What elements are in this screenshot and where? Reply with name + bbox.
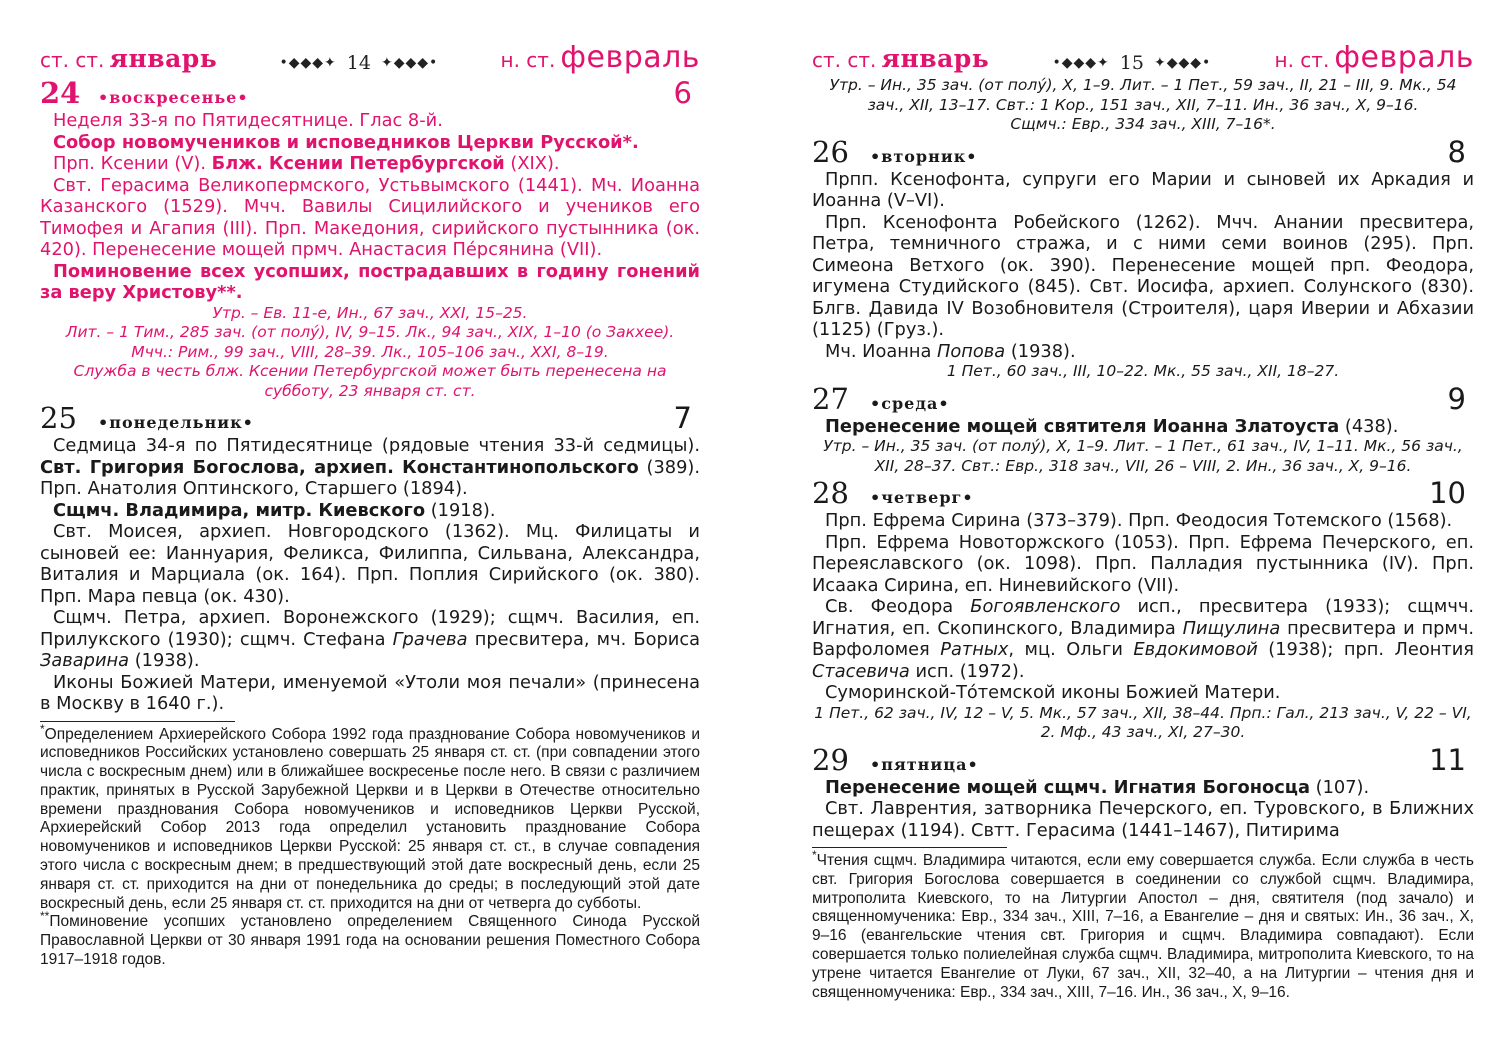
- day-number: 25: [40, 401, 77, 435]
- entry-text: Иконы Божией Матери, именуемой «Утоли моя печали» (принесена в Москву в 1640 г.).: [40, 671, 700, 714]
- page-number-block: [1053, 52, 1212, 74]
- ornament-right-icon: ✦◆◆◆•: [1153, 55, 1212, 71]
- page-header: [812, 40, 1474, 76]
- footnote-divider: [812, 847, 1007, 848]
- entry-text: Свт. Герасима Великопермского, Устьвымского (1441). Мч. Иоанна Казанского (1529). Мчч. Вавилы Сицилийского и учеников его Тимофея и Агапия (III). Прп. Македония, сирийского пустынника (ок. 420). Перенесение мощей прмч. Анастасия Пе́рсянина (VII).: [40, 174, 700, 260]
- old-style-month-name: январь: [109, 44, 218, 73]
- text-run: Блж. Ксении Петербургской: [211, 153, 505, 174]
- text-run: пресвитера и прмч. Варфоломея: [812, 617, 1474, 660]
- entry-text: Неделя 33-я по Пятидесятнице. Глас 8-й.: [53, 110, 443, 131]
- service-note: Служба в честь блж. Ксении Петербургской может быть перенесена на субботу, 23 января ст. ст.: [73, 362, 667, 400]
- new-style-label: н. ст.: [500, 48, 556, 72]
- text-run: (438).: [1339, 415, 1399, 437]
- weekday: •среда•: [870, 393, 950, 413]
- text-run: Ратных: [940, 639, 1009, 660]
- entry-text: Суморинской-То́темской иконы Божией Матери.: [825, 682, 1281, 703]
- text-run: Перенесение мощей сщмч. Игнатия Богоносца: [825, 776, 1310, 798]
- ornament-left-icon: •◆◆◆✦: [279, 55, 337, 71]
- scripture-readings: Сщмч.: Евр., 334 зач., XIII, 7–16*.: [1010, 115, 1276, 133]
- footnote-text: Чтения сщмч. Владимира читаются, если ему совершается служба. Если служба в честь свт. Григория Богослова совершается в соединении со службой сщмч. Владимира, митрополита Киевского, то на Литургии Апостол – дня, святителя (под зачало) и священномученика: Евр., 334 зач., XIII, 7–16, а Евангелие – дня и святых: Ин., 36 зач., X, 9–16 (евангельские чтения свт. Григория и сщмч. Владимира совпадают). Если совершается только полиелейная служба сщмч. Владимира, митрополита Киевского, то на утрене читается Евангелие от Луки, 67 зач., XII, 32–40, а на Литургии – чтения дня и священномученика: Евр., 334 зач., XIII, 7–16. Ин., 36 зач., X, 9–16.: [812, 852, 1474, 1001]
- text-run: Перенесение мощей святителя Иоанна Златоуста: [825, 415, 1340, 437]
- entry-text: Поминовение всех усопших, пострадавших в годину гонений за веру Христову**.: [40, 260, 700, 303]
- footnote-mark: *: [812, 847, 817, 862]
- text-run: Седмица 34-я по Пятидесятнице (рядовые чтения 33-й седмицы).: [53, 435, 700, 456]
- new-style-month-name: февраль: [1334, 40, 1474, 75]
- entry-text: Прп. Ефрема Новоторжского (1053). Прп. Ефрема Печерского, еп. Переяславского (ок. 1098). Прп. Палладия пустынника (IV). Прп. Исаака Сирина, еп. Ниневийского (VII).: [812, 531, 1474, 596]
- old-style-label: ст. ст.: [40, 48, 105, 72]
- scripture-readings: Утр. – Ев. 11-е, Ин., 67 зач., XXI, 15–25.: [212, 303, 528, 322]
- day-heading-24: [40, 76, 700, 110]
- new-style-month: [501, 40, 700, 75]
- weekday: •воскресенье•: [98, 88, 249, 107]
- old-style-month: [40, 44, 217, 73]
- entry-text: [812, 341, 1474, 363]
- day-number: 27: [812, 381, 849, 416]
- footnote-text: Поминовение усопших установлено определением Священного Синода Русской Православной Церкви от 30 января 1991 года на основании решения Поместного Собора 1917–1918 годов.: [40, 913, 700, 969]
- old-style-month-name: январь: [881, 44, 990, 73]
- entry-text: [812, 416, 1474, 438]
- text-run: исп., пресвитера (1933); сщмчч. Игнатия, еп. Скопинского, Владимира: [812, 596, 1474, 639]
- text-run: (389). Прп. Анатолия Оптинского, Старшего (1894).: [40, 456, 700, 499]
- footnote: [40, 909, 700, 969]
- day-number: 29: [812, 742, 849, 777]
- entry-text: Свт. Моисея, архиеп. Новгородского (1362). Мц. Филицаты и сыновей ее: Ианнуария, Феликса, Филиппа, Сильвана, Александра, Виталия и Марциала (ок. 164). Прп. Поплия Сирийского (ок. 380). Прп. Мара певца (ок. 430).: [40, 521, 700, 607]
- text-run: Свт. Григория Богослова, архиеп. Константинопольского: [40, 456, 639, 478]
- weekday: •пятница•: [870, 754, 979, 774]
- entry-text: [812, 777, 1474, 799]
- new-style-day: 7: [673, 401, 692, 435]
- footnote: [40, 721, 700, 914]
- text-run: Сщмч. Петра, архиеп. Воронежского (1929); сщмч. Василия, еп. Прилукского (1930); сщмч. Стефана: [40, 607, 700, 650]
- day-heading-27: [812, 382, 1474, 416]
- new-style-day: 6: [673, 76, 692, 110]
- scripture-readings: 1 Пет., 62 зач., IV, 12 – V, 5. Мк., 57 зач., XII, 38–44. Прп.: Гал., 213 зач., V, 22 – VI, 2. Мф., 43 зач., XI, 27–30.: [814, 703, 1472, 741]
- text-run: (1938).: [129, 650, 200, 671]
- weekday: •понедельник•: [98, 413, 254, 432]
- scripture-readings: Мчч.: Рим., 99 зач., VIII, 28–39. Лк., 105–106 зач., XXI, 8–19.: [131, 342, 609, 361]
- text-run: Заварина: [40, 650, 130, 671]
- text-run: Мч. Иоанна: [825, 340, 938, 362]
- weekday: •четверг•: [870, 488, 974, 507]
- old-style-month: [812, 44, 989, 73]
- text-run: , мц. Ольги: [1008, 639, 1134, 660]
- text-run: Св. Феодора: [825, 596, 971, 617]
- text-run: Попова: [937, 340, 1006, 362]
- old-style-label: ст. ст.: [812, 48, 877, 72]
- new-style-day: 10: [1429, 476, 1466, 510]
- entry-text: [812, 596, 1474, 682]
- page-number: 15: [1119, 52, 1144, 74]
- footnote: [812, 847, 1474, 1002]
- text-run: (XIX).: [504, 153, 560, 174]
- new-style-day: 8: [1447, 134, 1466, 169]
- page-number: 14: [346, 52, 371, 74]
- footnote-mark: **: [40, 909, 50, 924]
- new-style-month: [1275, 40, 1474, 75]
- text-run: Грачева: [392, 628, 468, 650]
- new-style-day: 11: [1429, 742, 1466, 777]
- text-run: Богоявленского: [970, 596, 1121, 617]
- entry-text: Прпп. Ксенофонта, супруги его Марии и сыновей их Аркадия и Иоанна (V–VI).: [812, 168, 1474, 211]
- entry-text: Прп. Ксенофонта Робейского (1262). Мчч. Анании пресвитера, Петра, темничного стража, и с ними семи воинов (295). Прп. Симеона Ветхого (ок. 390). Перенесение мощей прп. Феодора, игумена Студийского (845). Свт. Иосифа, архиеп. Солунского (830). Блгв. Давида IV Возобновителя (Строителя), царя Иверии и Абхазии (1125) (Груз.).: [812, 211, 1474, 340]
- scripture-readings: Утр. – Ин., 35 зач. (от полу́), X, 1–9. Лит. – 1 Пет., 59 зач., II, 21 – III, 9. Мк., 54 зач., XII, 13–17. Свт.: 1 Кор., 151 зач., XII, 7–11. Ин., 36 зач., X, 9–16.: [829, 76, 1457, 114]
- scripture-readings: Лит. – 1 Тим., 285 зач. (от полу́), IV, 9–15. Лк., 94 зач., XIX, 1–10 (о Закхее).: [65, 323, 675, 341]
- day-number: 28: [812, 476, 849, 510]
- new-style-month-name: февраль: [560, 40, 700, 75]
- text-run: (1938).: [1005, 340, 1076, 362]
- text-run: (107).: [1310, 776, 1370, 798]
- new-style-day: 9: [1447, 381, 1466, 416]
- page-header: [40, 40, 700, 76]
- scripture-readings: 1 Пет., 60 зач., III, 10–22. Мк., 55 зач., XII, 18–27.: [946, 362, 1340, 380]
- text-run: (1938); прп. Леонтия: [1257, 639, 1474, 660]
- text-run: Сщмч. Владимира, митр. Киевского: [53, 499, 426, 521]
- day-number: 26: [812, 134, 849, 169]
- left-page: [0, 0, 712, 1046]
- new-style-label: н. ст.: [1274, 48, 1330, 72]
- day-heading-25: [40, 401, 700, 435]
- text-run: Прп. Ксении (V).: [53, 153, 212, 174]
- entry-text: [40, 500, 700, 522]
- text-run: (1918).: [425, 499, 496, 521]
- day-number: 24: [40, 76, 81, 110]
- entry-text: [40, 153, 700, 175]
- right-page: [790, 0, 1500, 1046]
- weekday: •вторник•: [870, 146, 978, 166]
- ornament-left-icon: •◆◆◆✦: [1052, 55, 1110, 71]
- day-heading-26: [812, 135, 1474, 169]
- text-run: Стасевича: [812, 660, 910, 682]
- entry-text: Собор новомучеников и исповедников Церкви Русской*.: [53, 131, 639, 153]
- text-run: Пищулина: [1182, 617, 1281, 639]
- footnote-divider: [40, 721, 235, 722]
- text-run: Евдокимовой: [1133, 639, 1258, 660]
- footnote-mark: *: [40, 721, 45, 736]
- entry-text: [40, 607, 700, 672]
- entry-text: Свт. Лаврентия, затворника Печерского, еп. Туровского, в Ближних пещерах (1194). Свтт. Герасима (1441–1467), Питирима: [812, 798, 1474, 841]
- entry-text: Прп. Ефрема Сирина (373–379). Прп. Феодосия Тотемского (1568).: [825, 510, 1453, 531]
- footnote-text: Определением Архиерейского Собора 1992 года празднование Собора новомучеников и исповедников Российских установлено совершать 25 января ст. ст. (при совпадении этого числа с воскресным днем) или в ближайшее воскресенье после него. В связи с различием практик, принятых в Русской Зарубежной Церкви и в Церкви в Отечестве относительно времени празднования Собора новомучеников и исповедников Церкви Русской, Архиерейский Собор 2013 года определил установить празднование Собора новомучеников и исповедников Церкви Русской: 25 января ст. ст., в случае совпадения этого числа с воскресным днем; в предшествующий этой дате воскресный день, если 25 января ст. ст. приходится на дни от понедельника до среды; в последующий этой дате воскресный день, если 25 января ст. ст. приходится на дни от четверга до субботы.: [40, 725, 700, 912]
- text-run: пресвитера, мч. Бориса: [467, 628, 700, 650]
- entry-text: [40, 435, 700, 500]
- page-number-block: [280, 52, 439, 74]
- ornament-right-icon: ✦◆◆◆•: [380, 55, 439, 71]
- scripture-readings: Утр. – Ин., 35 зач. (от полу́), X, 1–9. Лит. – 1 Пет., 61 зач., IV, 1–11. Мк., 56 зач., XII, 28–37. Свт.: Евр., 318 зач., VII, 26 – VIII, 2. Ин., 36 зач., X, 9–16.: [823, 437, 1463, 475]
- text-run: исп. (1972).: [909, 660, 1025, 682]
- day-heading-29: [812, 743, 1474, 777]
- day-heading-28: [812, 476, 1474, 510]
